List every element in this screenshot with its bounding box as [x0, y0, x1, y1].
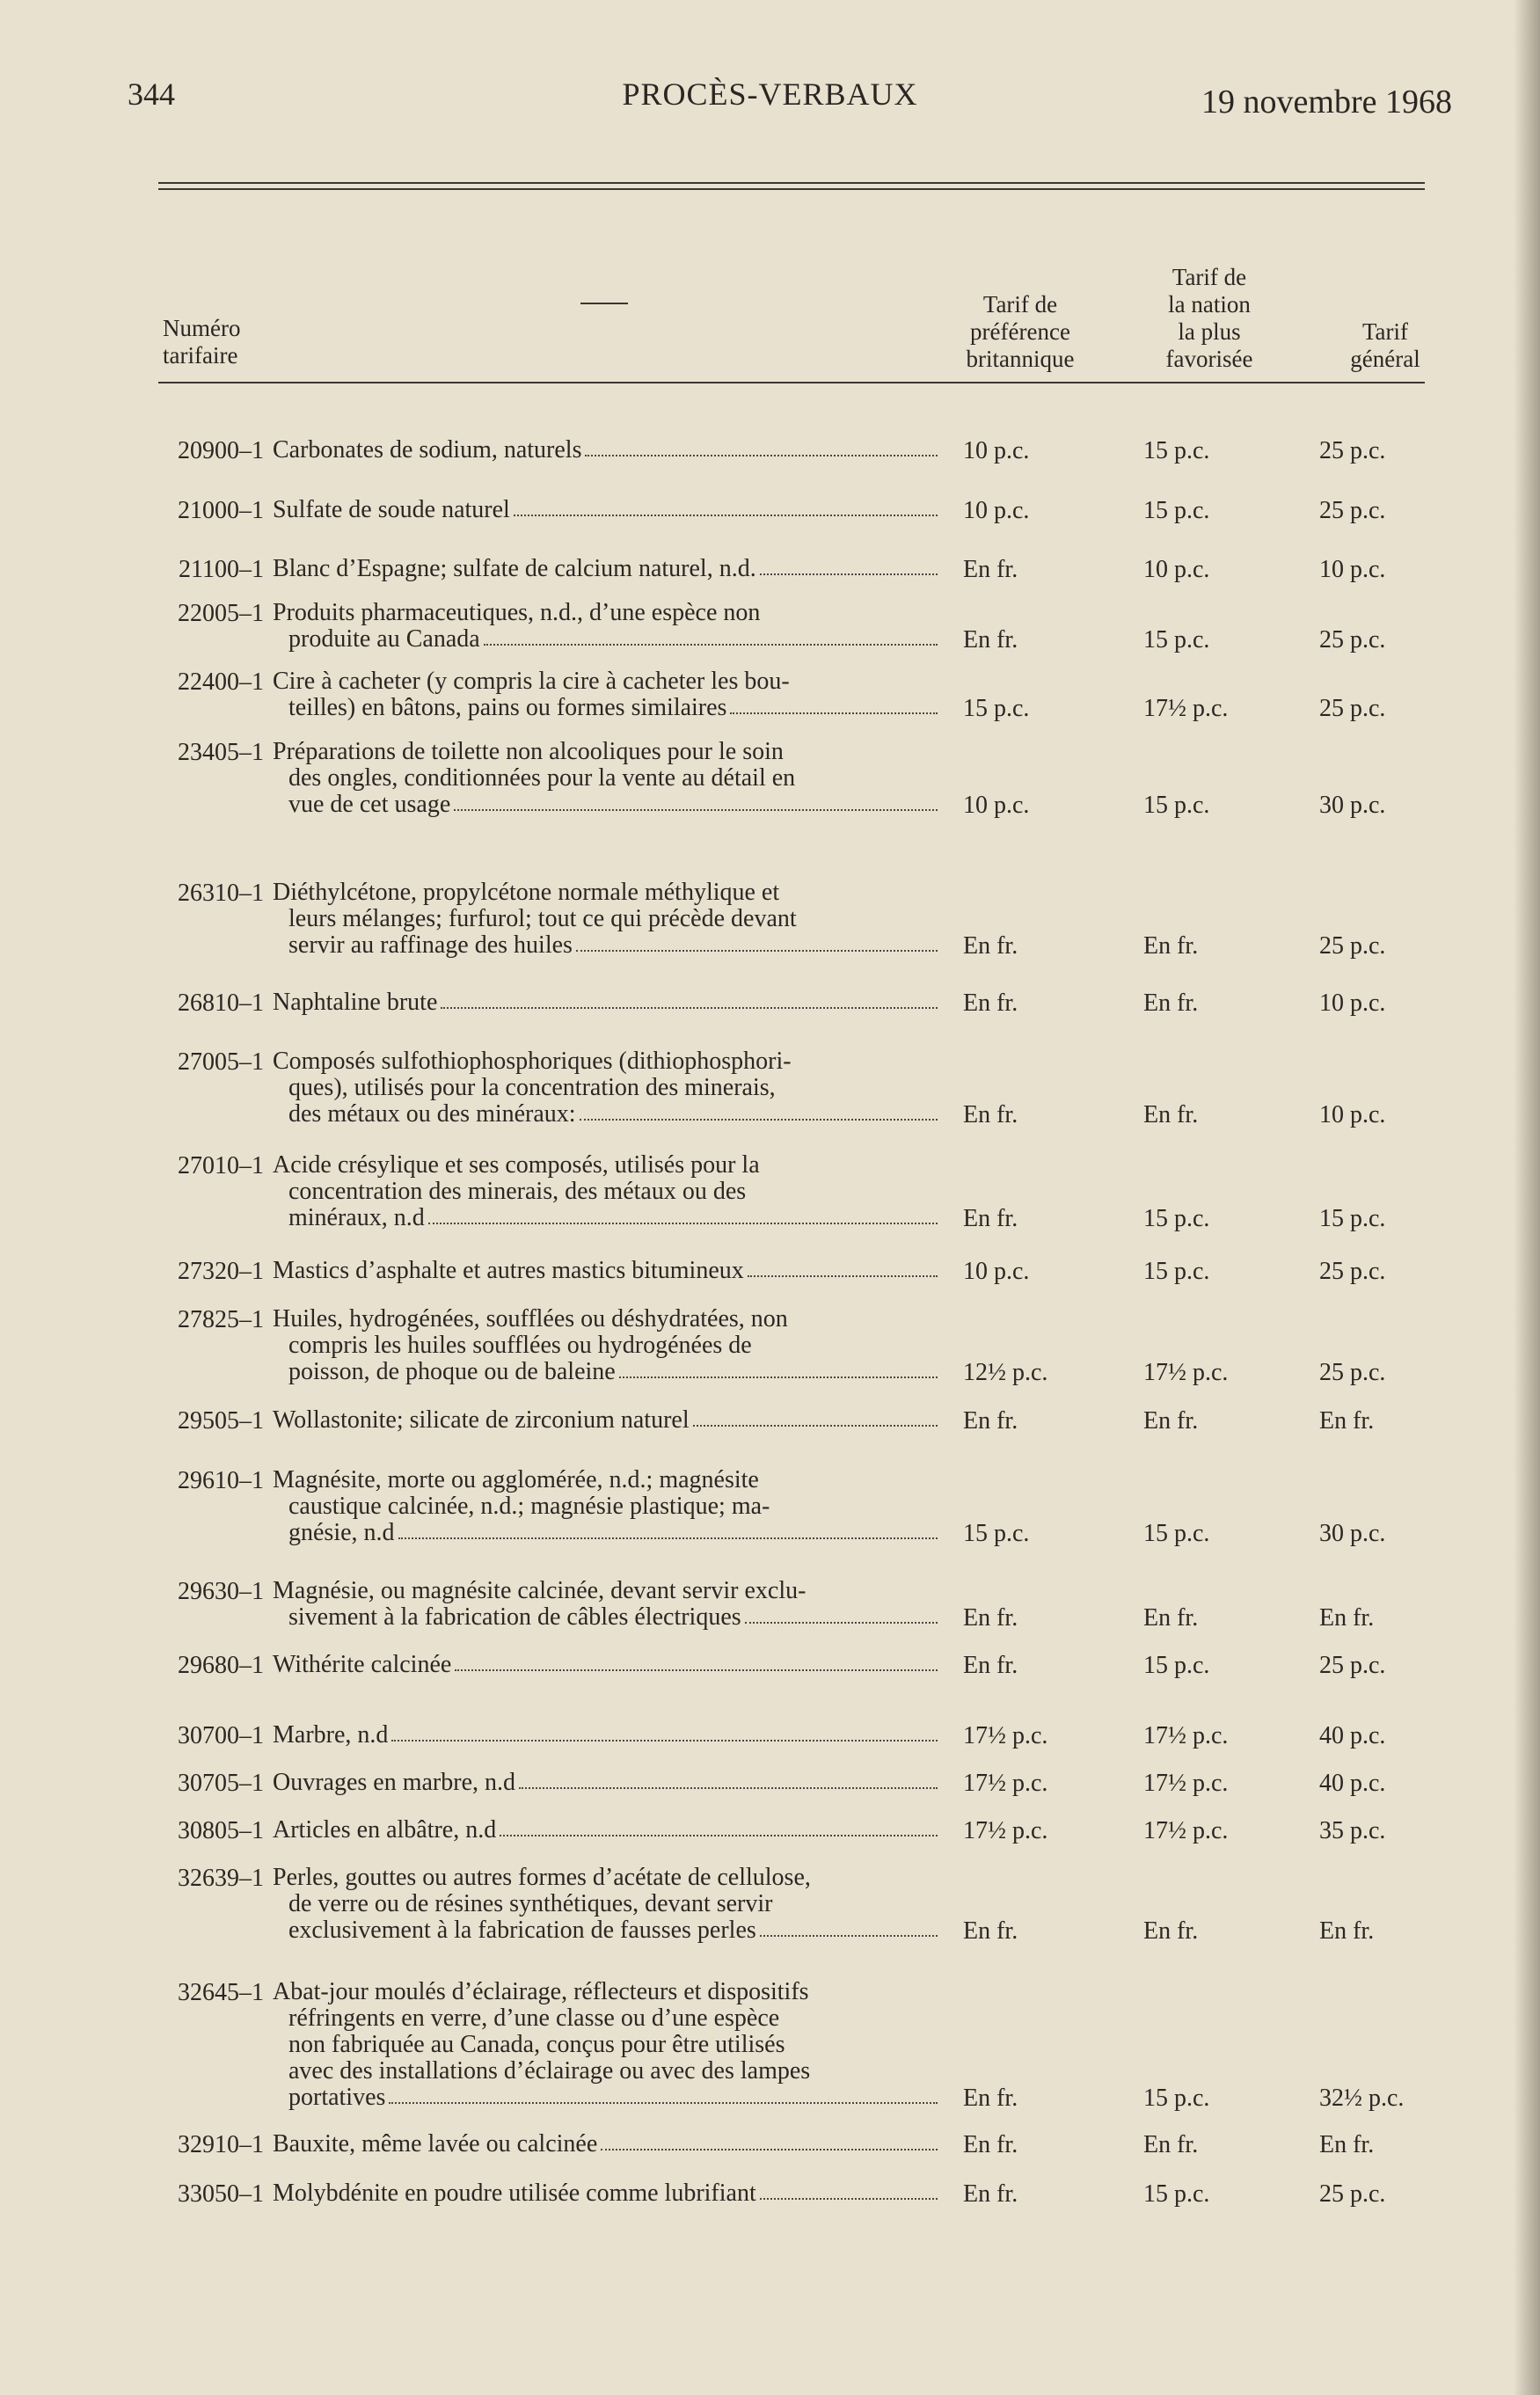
dot-leader [745, 1604, 938, 1624]
rate-general: 25 p.c. [1319, 1359, 1386, 1386]
description-line: concentration des minerais, des métaux ou des [288, 1178, 747, 1205]
tariff-row [0, 1467, 1540, 1546]
description-text: exclusivement à la fabrication de fausses perles [288, 1917, 756, 1944]
description-text: vue de cet usage [288, 791, 451, 818]
description-text: produite au Canada [288, 625, 480, 653]
description-line [273, 1258, 941, 1284]
running-header [0, 70, 1540, 123]
tariff-row [0, 2131, 1540, 2158]
description-text: Ouvrages en marbre, n.d [273, 1769, 516, 1796]
tariff-row [0, 497, 1540, 523]
rate-preference: En fr. [963, 2085, 1018, 2112]
description-line [273, 1101, 941, 1128]
rate-nation: 17½ p.c. [1143, 1770, 1229, 1797]
tariff-number: 32645–1 [178, 1979, 264, 2006]
rate-general: 10 p.c. [1319, 1101, 1386, 1128]
description-line: Magnésie, ou magnésite calcinée, devant servir exclu- [273, 1577, 806, 1604]
header-tarif-nation [1121, 264, 1297, 373]
rate-nation: 17½ p.c. [1143, 1722, 1229, 1749]
description-line [273, 1205, 941, 1231]
rate-preference: En fr. [963, 932, 1018, 960]
rate-preference: En fr. [963, 1205, 1018, 1232]
tariff-row [0, 1578, 1540, 1631]
dot-leader [760, 1917, 938, 1937]
tariff-row [0, 1817, 1540, 1844]
rate-preference: 15 p.c. [963, 1520, 1030, 1547]
description-line [273, 792, 941, 818]
tariff-description [273, 556, 941, 582]
tariff-description [273, 739, 941, 818]
description-line [273, 1917, 941, 1944]
dot-leader [389, 2085, 938, 2104]
description-text: Withérite calcinée [273, 1651, 452, 1678]
rate-nation: 15 p.c. [1143, 626, 1210, 654]
running-title: PROCÈS-VERBAUX [622, 77, 918, 112]
tariff-description [273, 1407, 941, 1434]
dot-leader [455, 1652, 938, 1671]
rate-nation: En fr. [1143, 1407, 1199, 1435]
header-nation-line: Tarif de [1171, 264, 1247, 290]
rate-nation: 15 p.c. [1143, 2085, 1210, 2112]
rate-nation: En fr. [1143, 989, 1199, 1017]
description-text: Carbonates de sodium, naturels [273, 436, 582, 464]
dot-leader [619, 1359, 938, 1378]
tariff-row [0, 600, 1540, 653]
description-line [273, 1520, 941, 1546]
rate-nation: 17½ p.c. [1143, 695, 1229, 722]
tariff-row [0, 1979, 1540, 2111]
tariff-description [273, 1865, 941, 1944]
rate-general: 10 p.c. [1319, 556, 1386, 583]
description-line: Acide crésylique et ses composés, utilisés pour la [273, 1151, 760, 1179]
rate-general: 40 p.c. [1319, 1770, 1386, 1797]
dot-leader [760, 2180, 938, 2200]
dot-leader [519, 1770, 938, 1789]
description-line: Abat-jour moulés d’éclairage, réflecteurs et dispositifs [273, 1978, 809, 2005]
rate-general: 25 p.c. [1319, 932, 1386, 960]
dot-leader [500, 1817, 938, 1836]
tariff-row [0, 556, 1540, 582]
tariff-description [273, 1578, 941, 1631]
rate-preference: 10 p.c. [963, 497, 1030, 524]
rate-preference: En fr. [963, 2180, 1018, 2208]
dot-leader [748, 1258, 938, 1277]
rate-general: 25 p.c. [1319, 437, 1386, 464]
tariff-number: 32910–1 [178, 2131, 264, 2158]
tariff-row [0, 668, 1540, 721]
tariff-row [0, 1407, 1540, 1434]
description-line [273, 556, 941, 582]
dot-leader [514, 497, 938, 516]
rate-general: 35 p.c. [1319, 1817, 1386, 1844]
tariff-row [0, 880, 1540, 959]
tariff-number: 30700–1 [178, 1722, 264, 1749]
rate-general: 25 p.c. [1319, 626, 1386, 654]
dot-leader [576, 932, 938, 952]
dot-leader [454, 792, 938, 811]
rate-nation: 15 p.c. [1143, 1520, 1210, 1547]
header-tarif-general [1310, 318, 1460, 373]
tariff-description [273, 1722, 941, 1749]
description-line: ques), utilisés pour la concentration des minerais, [288, 1074, 776, 1101]
tariff-number: 22005–1 [178, 600, 264, 627]
tariff-number: 27005–1 [178, 1048, 264, 1076]
description-line: réfringents en verre, d’une classe ou d’une espèce [288, 2004, 780, 2032]
description-line [273, 2131, 941, 2158]
description-text: gnésie, n.d [288, 1519, 395, 1546]
rate-general: 25 p.c. [1319, 1258, 1386, 1285]
description-line: avec des installations d’éclairage ou avec des lampes [288, 2057, 811, 2085]
description-line [273, 989, 941, 1016]
dot-leader [391, 1722, 938, 1741]
session-date: 19 novembre 1968 [1201, 84, 1452, 120]
description-text: minéraux, n.d [288, 1204, 425, 1231]
description-line [273, 1770, 941, 1796]
dot-leader [428, 1205, 938, 1224]
tariff-description [273, 1258, 941, 1284]
tariff-number: 27825–1 [178, 1306, 264, 1333]
dot-leader [585, 437, 938, 456]
tariff-description [273, 1048, 941, 1128]
description-line: non fabriquée au Canada, conçus pour être utilisés [288, 2031, 785, 2058]
rate-preference: 10 p.c. [963, 792, 1030, 819]
rate-general: 32½ p.c. [1319, 2085, 1405, 2112]
dot-leader [760, 556, 938, 575]
header-general-line: Tarif [1361, 318, 1409, 345]
rate-preference: 15 p.c. [963, 695, 1030, 722]
description-text: servir au raffinage des huiles [288, 931, 573, 959]
tariff-description [273, 1467, 941, 1546]
tariff-description [273, 1979, 941, 2111]
dot-leader [484, 626, 938, 646]
rate-general: 25 p.c. [1319, 695, 1386, 722]
description-line [273, 1407, 941, 1434]
header-numero-line: tarifaire [163, 342, 238, 369]
description-line [273, 437, 941, 464]
rate-nation: 15 p.c. [1143, 792, 1210, 819]
rate-preference: 12½ p.c. [963, 1359, 1048, 1386]
description-text: teilles) en bâtons, pains ou formes similaires [288, 694, 727, 721]
description-text: Molybdénite en poudre utilisée comme lubrifiant [273, 2180, 756, 2207]
rate-general: 10 p.c. [1319, 989, 1386, 1017]
rate-general: 40 p.c. [1319, 1722, 1386, 1749]
description-line: compris les huiles soufflées ou hydrogénées de [288, 1332, 752, 1359]
description-line: Huiles, hydrogénées, soufflées ou déshydratées, non [273, 1305, 788, 1333]
rate-preference: En fr. [963, 1604, 1018, 1632]
rate-preference: 10 p.c. [963, 437, 1030, 464]
description-text: Blanc d’Espagne; sulfate de calcium naturel, n.d. [273, 555, 756, 582]
rate-general: 30 p.c. [1319, 1520, 1386, 1547]
description-line: Perles, gouttes ou autres formes d’acétate de cellulose, [273, 1864, 811, 1891]
tariff-description [273, 497, 941, 523]
tariff-row [0, 1048, 1540, 1128]
rate-general: En fr. [1319, 1407, 1375, 1435]
tariff-description [273, 2131, 941, 2158]
rate-preference: 17½ p.c. [963, 1722, 1048, 1749]
description-line [273, 2085, 941, 2111]
tariff-number: 23405–1 [178, 739, 264, 766]
tariff-row [0, 739, 1540, 818]
description-line [273, 2180, 941, 2207]
tariff-number: 21000–1 [178, 497, 264, 524]
dot-leader [441, 989, 938, 1009]
header-general-line: général [1350, 346, 1420, 372]
rate-nation: 10 p.c. [1143, 556, 1210, 583]
description-line [273, 1722, 941, 1749]
rate-general: 25 p.c. [1319, 497, 1386, 524]
tariff-description [273, 989, 941, 1016]
tariff-description [273, 2180, 941, 2207]
tariff-number: 30805–1 [178, 1817, 264, 1844]
description-text: Bauxite, même lavée ou calcinée [273, 2130, 598, 2158]
rate-preference: En fr. [963, 556, 1018, 583]
tariff-number: 27010–1 [178, 1152, 264, 1179]
description-line: Composés sulfothiophosphoriques (dithiophosphori- [273, 1048, 792, 1075]
header-tarif-preference [932, 291, 1108, 373]
header-preference-line: Tarif de [982, 291, 1058, 318]
description-line: Produits pharmaceutiques, n.d., d’une espèce non [273, 599, 761, 626]
description-text: portatives [288, 2084, 386, 2111]
description-text: Articles en albâtre, n.d [273, 1816, 497, 1844]
tariff-row [0, 2180, 1540, 2207]
header-description-dash [580, 303, 628, 304]
tariff-row [0, 989, 1540, 1016]
rate-general: 25 p.c. [1319, 1652, 1386, 1679]
rate-nation: 15 p.c. [1143, 1258, 1210, 1285]
rate-preference: 17½ p.c. [963, 1817, 1048, 1844]
header-preference-line: préférence [970, 318, 1070, 345]
rate-general: En fr. [1319, 1917, 1375, 1945]
description-line: Diéthylcétone, propylcétone normale méthylique et [273, 879, 780, 906]
tariff-number: 32639–1 [178, 1865, 264, 1892]
tariff-row [0, 1258, 1540, 1284]
dot-leader [580, 1101, 938, 1121]
rate-nation: En fr. [1143, 1101, 1199, 1128]
description-text: Wollastonite; silicate de zirconium naturel [273, 1406, 690, 1434]
tariff-description [273, 1306, 941, 1385]
tariff-number: 33050–1 [178, 2180, 264, 2208]
header-numero-tarifaire [163, 315, 240, 369]
rate-nation: En fr. [1143, 1917, 1199, 1945]
rate-general: 15 p.c. [1319, 1205, 1386, 1232]
tariff-row [0, 1770, 1540, 1796]
rate-preference: En fr. [963, 1101, 1018, 1128]
tariff-row [0, 1652, 1540, 1678]
tariff-number: 30705–1 [178, 1770, 264, 1797]
tariff-number: 29610–1 [178, 1467, 264, 1494]
tariff-description [273, 1817, 941, 1844]
rate-nation: 15 p.c. [1143, 1652, 1210, 1679]
rate-preference: En fr. [963, 1407, 1018, 1435]
tariff-description [273, 1152, 941, 1231]
dot-leader [398, 1520, 938, 1539]
description-text: Sulfate de soude naturel [273, 496, 510, 523]
rate-nation: En fr. [1143, 2131, 1199, 2158]
description-text: Mastics d’asphalte et autres mastics bitumineux [273, 1257, 744, 1284]
description-line [273, 1604, 941, 1631]
description-line: caustique calcinée, n.d.; magnésie plastique; ma- [288, 1493, 770, 1520]
rate-nation: 17½ p.c. [1143, 1359, 1229, 1386]
tariff-number: 29680–1 [178, 1652, 264, 1679]
rate-preference: 17½ p.c. [963, 1770, 1048, 1797]
rate-nation: 15 p.c. [1143, 1205, 1210, 1232]
tariff-description [273, 1770, 941, 1796]
rate-preference: 10 p.c. [963, 1258, 1030, 1285]
description-line: Magnésite, morte ou agglomérée, n.d.; magnésite [273, 1466, 759, 1493]
rate-nation: 15 p.c. [1143, 497, 1210, 524]
tariff-number: 20900–1 [178, 437, 264, 464]
description-line: leurs mélanges; furfurol; tout ce qui précède devant [288, 905, 797, 932]
page-number: 344 [128, 77, 175, 112]
rate-general: 25 p.c. [1319, 2180, 1386, 2208]
header-nation-line: la nation [1168, 291, 1251, 318]
tariff-number: 26810–1 [178, 989, 264, 1017]
rate-nation: En fr. [1143, 932, 1199, 960]
description-line [273, 1817, 941, 1844]
rate-preference: En fr. [963, 2131, 1018, 2158]
header-double-rule [158, 182, 1425, 190]
tariff-number: 22400–1 [178, 668, 264, 696]
description-line [273, 1359, 941, 1385]
description-line: Préparations de toilette non alcooliques pour le soin [273, 738, 784, 765]
column-headers [0, 264, 1540, 378]
description-text: sivement à la fabrication de câbles électriques [288, 1603, 741, 1631]
rate-preference: En fr. [963, 989, 1018, 1017]
tariff-row [0, 1152, 1540, 1231]
header-nation-line: favorisée [1165, 346, 1253, 372]
description-line [273, 1652, 941, 1678]
tariff-number: 29505–1 [178, 1407, 264, 1435]
tariff-description [273, 1652, 941, 1678]
tariff-row [0, 1306, 1540, 1385]
dot-leader [601, 2131, 938, 2150]
rate-general: En fr. [1319, 1604, 1375, 1632]
description-line: des ongles, conditionnées pour la vente au détail en [288, 764, 796, 792]
rate-nation: En fr. [1143, 1604, 1199, 1632]
page-binding-shadow [1514, 0, 1540, 2395]
tariff-number: 21100–1 [179, 556, 264, 583]
header-preference-line: britannique [966, 346, 1075, 372]
description-line: de verre ou de résines synthétiques, devant servir [288, 1890, 773, 1917]
tariff-number: 27320–1 [178, 1258, 264, 1285]
description-text: Marbre, n.d [273, 1721, 389, 1749]
dot-leader [693, 1407, 938, 1427]
tariff-number: 29630–1 [178, 1578, 264, 1605]
rate-nation: 15 p.c. [1143, 437, 1210, 464]
tariff-number: 26310–1 [178, 880, 264, 907]
tariff-row [0, 1865, 1540, 1944]
rate-nation: 15 p.c. [1143, 2180, 1210, 2208]
description-text: des métaux ou des minéraux: [288, 1100, 576, 1128]
tariff-row [0, 1722, 1540, 1749]
header-nation-line: la plus [1178, 318, 1241, 345]
dot-leader [730, 695, 938, 714]
description-text: Naphtaline brute [273, 989, 438, 1016]
tariff-description [273, 880, 941, 959]
rate-general: En fr. [1319, 2131, 1375, 2158]
description-line [273, 626, 941, 653]
rate-preference: En fr. [963, 1652, 1018, 1679]
rate-nation: 17½ p.c. [1143, 1817, 1229, 1844]
tariff-description [273, 437, 941, 464]
rate-preference: En fr. [963, 626, 1018, 654]
rate-general: 30 p.c. [1319, 792, 1386, 819]
description-line: Cire à cacheter (y compris la cire à cacheter les bou- [273, 668, 790, 695]
rate-preference: En fr. [963, 1917, 1018, 1945]
tariff-description [273, 600, 941, 653]
tariff-description [273, 668, 941, 721]
header-rule [158, 382, 1425, 383]
header-numero-line: Numéro [163, 315, 241, 341]
description-line [273, 497, 941, 523]
tariff-row [0, 437, 1540, 464]
description-text: poisson, de phoque ou de baleine [288, 1358, 616, 1385]
description-line [273, 932, 941, 959]
description-line [273, 695, 941, 721]
